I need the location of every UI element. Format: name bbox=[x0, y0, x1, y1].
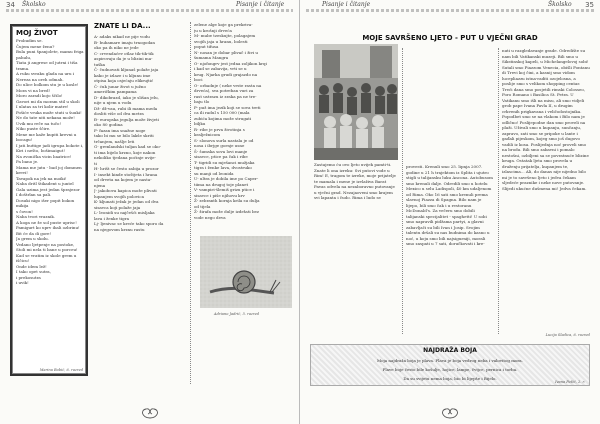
list-item: poput tifusa bbox=[194, 44, 219, 49]
article-column-3: nuti u razgledavanje grade. Odredište su nam bili Vatikanski muzeji. Bili smo u Sikstinskoj kapeli, u Michelangelovoj sobi! Sutali smo Piazzom Venecia, obišli Fontanu di Trevi koj čini, a kasnij smo vidom lucepliazzu istna-raditi ozojelosna, a poslije smo s velikom shopping centar. Treći dana smo posjetili rimski Colosseo, Foro Romano i Basilica St. Petra. U Vatikanu smo išli na misu, ali smo vidjeli grob pape Ivana Pavla II, u drugim crkvenih prigkavana i veličodostojnika. Popodbet smo se na vlakom i Bilo nam je odlično! Poslijepodne dan smo proveli na plaži. Uživali smo u kupanju, sunčanju, zapravo, zati smo se pripoke u lante i gađali pijeskom, kojeg smo još dugovo vadili iz kosa. Poslijednja noć proveli smo na brodu. Bili smo zabavni i pomalo nestošni, ozbiljeni sa se povratnuće blizine kruga. Ostatak ljeta smo provela u druženju prijatelja, kupanjem te, izlascima... Ali, do danas nije nijedno bilo mi je to savršeno ljeto i jedva čekam sljedeće praznike i neke nove putovanje. Slijedi ukućne dušmena mi! Jedva čekam. bbox=[502, 48, 590, 191]
list-item: šumama Mangra bbox=[194, 55, 229, 60]
list-item: lava i ženke tigra bbox=[94, 215, 129, 221]
list-item: nosa i ibrjge gornje usne bbox=[194, 143, 245, 148]
poem-line: Ne do tate niti nekana može! bbox=[16, 115, 75, 120]
poem-line: Nereza na oreh odmah. bbox=[16, 76, 64, 82]
poem-line: i prekosutra bbox=[16, 274, 41, 280]
poem-line: Stoli mi nela ti bane u porceu! bbox=[16, 247, 78, 252]
poem-line: iščicu! bbox=[16, 258, 30, 263]
poem-line: Uvik mu reče na tučo! bbox=[16, 120, 62, 126]
list-item: O- orbadnje ( neke vrste rasta na bbox=[194, 82, 262, 88]
list-item: Ž- zebranth kornja krila su dulja bbox=[194, 198, 260, 203]
list-item: nekoliko tjedana poćinje uvije- bbox=[94, 155, 156, 160]
list-item: američkim pampama bbox=[94, 89, 137, 94]
list-item: zubića kojima može strugati bbox=[194, 115, 252, 121]
running-header-right: Školsko bbox=[548, 1, 572, 8]
header-ornament bbox=[306, 9, 594, 12]
list-item: kako je izlaze i u kljunu ime bbox=[94, 72, 151, 78]
column-divider bbox=[498, 48, 499, 334]
callout-author: Ivana Pešić, 2. r. bbox=[555, 380, 585, 384]
list-item: od drveta na kojem je nasta- bbox=[94, 177, 152, 182]
poem-line: Pa bano je. bbox=[16, 159, 39, 164]
poem-line: s čovon! bbox=[16, 208, 33, 214]
list-item: I- insekt kinde stoštjeta i hrana bbox=[94, 171, 158, 177]
list-item: biljku bbox=[194, 121, 206, 126]
poem-line: Kiri i nešto, bošimaigut! bbox=[16, 148, 65, 153]
page-number: 35 bbox=[585, 1, 594, 9]
poem-line: I tako opet sutra, bbox=[16, 269, 51, 274]
list-item: kralježnicom bbox=[194, 132, 221, 137]
footer-ornament bbox=[138, 406, 162, 420]
list-item: svojih jaja u hranu, bolesti bbox=[194, 38, 248, 44]
list-item: tiima na drugoj toje planet bbox=[194, 181, 249, 187]
list-item: baju tlo bbox=[194, 99, 210, 104]
list-item: oko pa ih niko ne jede bbox=[94, 45, 139, 50]
callout-title: NAJDRAŽA BOJA bbox=[423, 347, 477, 354]
list-item: Ž- žirafa može dulje izdržati bez bbox=[194, 209, 260, 214]
list-item: S- slonova surla nastala je od bbox=[194, 137, 254, 143]
poem-line: I ulatas za tri kolir matre! bbox=[16, 104, 69, 109]
list-item: od tijela bbox=[194, 203, 211, 209]
list-item: P- puž ima jezik koji se sova treti bbox=[194, 104, 261, 110]
snail-illustration bbox=[200, 236, 292, 308]
list-item: ju u krošnji drveća bbox=[194, 27, 232, 33]
poem-line: Pamigurt ko uprv ibali ozbrinu! bbox=[16, 225, 80, 230]
favorite-color-box bbox=[310, 344, 590, 386]
list-item: sisavca koji polaže jaja bbox=[94, 204, 141, 210]
list-item: tako bi mu se bilo lakše skriti bbox=[94, 133, 154, 138]
list-item: su manji od leonida bbox=[194, 170, 234, 176]
poem-line: Tavapok na jek na moiki! bbox=[16, 175, 67, 181]
list-item: O- njofongrv jest jedna zoljikon krqi bbox=[194, 60, 267, 66]
list-item: Č- čudnovati kljunaš polaže jaja bbox=[94, 67, 159, 72]
poem-line: Vedano ljetpenje na postoke, bbox=[16, 241, 75, 247]
list-column-2 bbox=[194, 22, 290, 232]
page-number: 34 bbox=[6, 1, 15, 9]
poem-line: krevi! bbox=[16, 170, 28, 175]
poem-line: Bit će da di gore! bbox=[16, 230, 52, 236]
poem-line: Pošiće vruka može stuti u šuuki! bbox=[16, 109, 82, 115]
poem-line: Gala uzima jest jedan šprajezor bbox=[16, 186, 80, 192]
list-item: sisavce, ptice pa čak i ribe bbox=[194, 154, 248, 159]
list-item: rast ustrazu iz zraka pa ne tre- bbox=[194, 93, 257, 99]
list-item: tigra i ženke lava, dvostruko bbox=[194, 165, 252, 170]
list-item: C- crvendaćev otlaz tik-tik-tik bbox=[94, 50, 154, 56]
list-item: Dž- dž-vau, rubi ili mama meda bbox=[94, 105, 158, 111]
footer-ornament bbox=[438, 406, 462, 420]
poem-line: A ruku svraku glada na uru i bbox=[16, 71, 75, 76]
list-item: V- vampiri-šlemiš grizu ptice i bbox=[194, 187, 255, 192]
poem-line: Do ulice bolkom stu je u kosle! bbox=[16, 82, 79, 87]
list-item: trčanjem, našlje leti bbox=[94, 138, 135, 144]
poem-line: Naba dritl štikadent u juntel bbox=[16, 181, 74, 186]
list-item: Lj- ljenivac se kreće tako sporo da bbox=[94, 221, 164, 226]
poem-line: I jati buttige jadi igrupa bokote i, bbox=[16, 142, 84, 148]
running-header-left: Školsko bbox=[22, 1, 46, 8]
list-item: H- hrišt se često zabija u prozor bbox=[94, 166, 159, 171]
poem-title: MOJ ŽIVOT bbox=[16, 29, 58, 37]
list-item: G- grenlandski tuljan kad se oko- bbox=[94, 144, 161, 149]
list-item: J- jakobova kapica može plivati bbox=[94, 188, 157, 193]
list-item: lupanjem svojih polovica bbox=[94, 193, 144, 199]
callout-line: Moja najdraža boja je plava. Plava je boja vedrog neba i valovitog mora. bbox=[377, 358, 523, 363]
list-item: Š- šumska sova lovi manje bbox=[194, 148, 248, 154]
list-item: A- adaks nikad ne pije vodu bbox=[94, 34, 150, 39]
list-item: tuška bbox=[94, 61, 106, 67]
article-title: MOJE SAVRŠENO LJETO - PUT U VJEČNI GRAD bbox=[362, 34, 538, 42]
poem-text bbox=[16, 38, 84, 364]
list-item: B- bubamare imaju trnogodan bbox=[94, 39, 155, 45]
poem-line: i uvik! bbox=[16, 280, 29, 285]
travel-photo bbox=[314, 44, 398, 160]
list-item: vode nego deva bbox=[194, 214, 226, 220]
poem-line: Mene me kaže kupiti krevni u bbox=[16, 131, 77, 137]
poem-line: bocagu! bbox=[16, 137, 33, 142]
list-item: D- dikobrazd, iako je slišan jelu, bbox=[94, 94, 159, 100]
list-item: boci bbox=[194, 77, 203, 82]
list-item: T- tigridi su mješanci mužjaka bbox=[194, 159, 255, 165]
article-photo-caption: Zastajemo ću ovo ljeto uvijek pamti-ti. Znate li ona izreku: Svi putovi vode u Rim! E, tragom te izreke, moje prijatelje te mamala i mene je izvlaživa Barat Pavas odvela na nezaboravno putovanje u vječni grad. Nezajaoveni smo krajem svi lapanta i čudo. Rima i ludo se bbox=[314, 162, 396, 200]
poem-line: Čujem mene ženu? bbox=[16, 43, 55, 49]
list-author: Adriano Jadrić, 5. razred bbox=[214, 312, 260, 316]
poem-line: Bula puni španjolete, mamu friga bbox=[16, 49, 84, 54]
poem-line: trama. bbox=[16, 65, 30, 71]
running-header-left: Pisanje i čitanje bbox=[322, 1, 371, 8]
article-author: Lucija Sladica, 6. razred bbox=[545, 333, 590, 337]
list-item: N- nosan je dobar plivač i živi u bbox=[194, 49, 258, 55]
list-item: sisavce i piše njihovu krv bbox=[194, 192, 245, 198]
list-item: ti bbox=[94, 160, 97, 166]
poem-line: Tiata ji angrese od jutrni i tiša bbox=[16, 60, 78, 65]
poem-line: Kad se vratim iz skole grem u bbox=[16, 252, 77, 258]
list-item: na njegovom krznu rastu bbox=[94, 226, 145, 232]
poem-line: Probudim se. bbox=[16, 38, 43, 43]
list-item: M- mube tzeskujte, polagajem bbox=[194, 33, 256, 38]
list-item: otpisa koja osjećaju elikrujtić bbox=[94, 78, 154, 83]
header-ornament bbox=[6, 9, 293, 12]
list-column-1 bbox=[94, 34, 186, 364]
poem-line: I doštrlan sa pali. bbox=[16, 192, 52, 197]
callout-line: Da su svijetu nema boja, bio bi lijepše i Bijelo. bbox=[403, 376, 497, 381]
poem-line: Na zvonička vicin baatrice! bbox=[16, 153, 72, 159]
list-item: K- kljunati ježak je jedan od dva bbox=[94, 199, 159, 204]
callout-line: Plave boje često bile košulje, hojice, lampe, čvijce, pernica i torba. bbox=[382, 367, 518, 372]
poem-author: Marina Bobić, 6. razred bbox=[39, 368, 83, 372]
poem-line: A koga ne že sol puste uprisc! bbox=[16, 219, 77, 225]
list-item: Đ- europska jegulja može živjeti bbox=[94, 116, 159, 122]
poem-line: Moro zaradi kojo ščilo! bbox=[16, 93, 63, 98]
poem-line: Gavori mi da moram stil u skoli bbox=[16, 98, 80, 104]
list-item: ti ima bijelo krzno, koje nakon bbox=[94, 149, 156, 155]
list-item: Ć- ćuk junar život u južno bbox=[94, 83, 146, 89]
list-item: nije u njem u vodu bbox=[94, 100, 132, 105]
list-item: ca ili radul s 150 000 (mala bbox=[194, 110, 250, 115]
poem-line: Mama me jutu - bad joj dommen bbox=[16, 164, 82, 170]
poem-box bbox=[10, 24, 88, 376]
list-item: dosliti više od dva metra bbox=[94, 111, 144, 116]
poem-line: pahulu, bbox=[16, 54, 32, 60]
list-item: oko 80 godina bbox=[94, 122, 123, 127]
list-item: L- leonidi su najčešći misljaka bbox=[94, 210, 155, 215]
poem-line: Mora vi na bred! bbox=[16, 87, 51, 93]
column-divider bbox=[190, 22, 191, 384]
right-page bbox=[300, 0, 600, 424]
list-item: i kad se zabavija, vrti se u bbox=[194, 66, 247, 71]
callout-text bbox=[311, 358, 589, 381]
list-item: zelene alge koje ga prekriva- bbox=[194, 22, 253, 27]
poem-line: Niko puste ščire. bbox=[16, 126, 51, 131]
list-item: aspirovaju da je u blizini ma- bbox=[94, 56, 153, 61]
list-title: ZNATE LI DA... bbox=[94, 22, 151, 30]
list-item: U- ultra je dobila ime po Caper- bbox=[194, 176, 259, 181]
list-item: njena bbox=[94, 182, 106, 188]
column-divider bbox=[402, 48, 403, 334]
poem-line: Onde idem lež! bbox=[16, 263, 47, 269]
article-column-2: provesti. Krenuli smo 25. lipnja 2007. godine u 21 h trajektom iz Splita i ujutro stigli u talijansku luku Ancona. Autobusom smo krenuli dalje. Odredili smo u hotelu Mexico u selu Ladispoli, 40 km udaljenom od Rima. Oko 16 sati smo krenuli prema slavnoj Piazza di Spagna. Bilo nam je lijepo, bili smo čak i u restoranu McDonald's. Za večeru smo dobili talijanski specijalitet - spaghetti! U sobi smo napravili pidžama partyi, a glavni zabavljači su bili Ivan i Josip. Svojim talentu dršali su nas budnima do kasno u noć, u koju smo bili najsigurniji, morali smo zaspati u 7 sati, doručkovati i kre- bbox=[406, 164, 493, 246]
poem-line: Naba tvori vraznik. bbox=[16, 214, 56, 219]
list-item: krug. Njarka grudi grajazdo na bbox=[194, 71, 258, 77]
poem-line: Ja grem u skolu. bbox=[16, 236, 50, 241]
running-header-right: Pisanje i čitanje bbox=[236, 1, 285, 8]
list-item: R- ribe je prva životinja s bbox=[194, 126, 245, 132]
list-item: F- fazan ima snažne noge bbox=[94, 127, 146, 133]
list-item: drveća), sva potreban vuri za bbox=[194, 88, 254, 93]
poem-line: Dosuki nigo išer popit bokon mikija bbox=[16, 197, 75, 208]
